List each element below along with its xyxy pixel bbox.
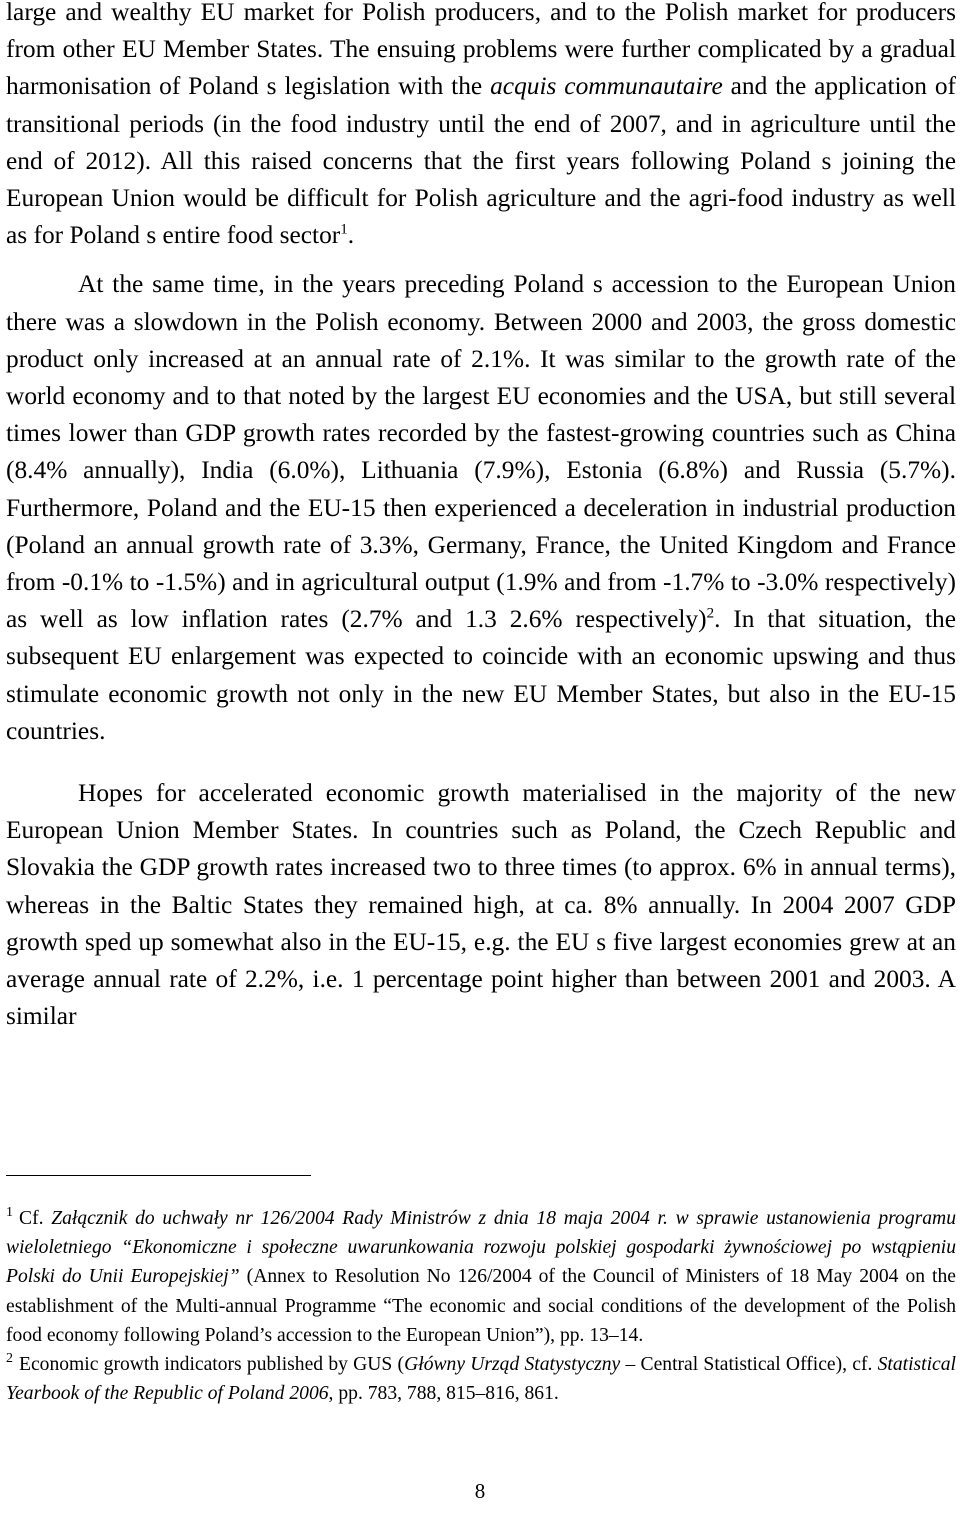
- footnote-2: [6, 1350, 956, 1408]
- footnote-1-text-b: (Annex to Resolution No 126/2004 of the Council of Ministers of 18 May 2004 on the establishment of the Multi-annual Programme “The economic and social conditions of the development of the Polish food economy following Poland’s accession to the European Union”), pp. 13–14.: [6, 1266, 956, 1346]
- paragraph-1-text-b: and the application of transitional periods (in the food industry until the end of 2007, and in agriculture until the end of 2012). All this raised concerns that the first years following Poland s joining the European Union would be difficult for Polish agriculture and the agri-food industry as well as for Poland s entire food sector: [6, 72, 957, 250]
- footnote-2-text-a: Economic growth indicators published by GUS (: [19, 1354, 405, 1376]
- paragraph-1-text-c: .: [347, 221, 355, 250]
- footnote-1-text-a: Cf.: [19, 1208, 52, 1229]
- paragraph-1-italic-term: acquis communautaire: [490, 72, 723, 101]
- footnote-separator: [6, 1175, 311, 1176]
- paragraph-1: [6, 0, 956, 254]
- paragraph-1-text-a: large and wealthy EU market for Polish producers, and to the Polish market for producers from other EU Member States. The ensuing problems were further complicated by a gradual harmonisation of Poland s legislation with the: [6, 0, 956, 101]
- footnote-2-italic-yearbook: Statistical Yearbook of the Republic of Poland 2006: [6, 1354, 956, 1405]
- footnote-1-italic-title: Załącznik do uchwały nr 126/2004 Rady Ministrów z dnia 18 maja 2004 r. w sprawie ustanowienia programu wieloletniego “Ekonomiczne i społeczne uwarunkowania rozwoju polskiej gospodarki żywnościowej po wstąpieniu Polski do Unii Europejskiej”: [6, 1208, 956, 1288]
- footnote-1: [6, 1204, 956, 1350]
- footnote-reference-1: 1: [340, 221, 348, 238]
- paragraph-3: [6, 775, 956, 1035]
- paragraph-3-text-a: Hopes for accelerated economic growth materialised in the majority of the new European Union Member States. In countries such as Poland, the Czech Republic and Slovakia the GDP growth rates increased two to three times (to approx. 6% in annual terms), whereas in the Baltic States they remained high, at ca. 8% annually. In 2004 2007 GDP growth sped up somewhat also in the EU-15, e.g. the EU s five largest economies grew at an average annual rate of 2.2%, i.e. 1 percentage point higher than between 2001 and 2003. A similar: [6, 779, 956, 1031]
- document-page: [6, 0, 957, 1405]
- footnotes-section: [6, 1204, 956, 1408]
- footnote-2-italic-institution: Główny Urząd Statystyczny: [404, 1354, 621, 1376]
- paragraph-2-text-a: At the same time, in the years preceding Poland s accession to the European Union there was a slowdown in the Polish economy. Between 2000 and 2003, the gross domestic product only increased at an annual rate of 2.1%. It was similar to the growth rate of the world economy and to that noted by the largest EU economies and the USA, but still several times lower than GDP growth rates recorded by the fastest-growing countries such as China (8.4% annually), India (6.0%), Lithuania (7.9%), Estonia (6.8%) and Russia (5.7%). Furthermore, Poland and the EU-15 then experienced a deceleration in industrial production (Poland an annual growth rate of 3.3%, Germany, France, the United Kingdom and France from -0.1% to -1.5%) and in agricultural output (1.9% and from -1.7% to -3.0% respectively) as well as low inflation rates (2.7% and 1.3 2.6% respectively): [6, 270, 956, 634]
- paragraph-2-text-b: . In that situation, the subsequent EU enlargement was expected to coincide with an economic upswing and thus stimulate economic growth not only in the new EU Member States, but also in the EU-15 countries.: [6, 605, 956, 745]
- page-number: 8: [474, 1479, 486, 1503]
- paragraph-2: [6, 266, 956, 750]
- footnote-reference-2: 2: [706, 605, 715, 622]
- footnote-1-mark: 1: [6, 1205, 13, 1221]
- footnote-2-mark: 2: [6, 1351, 13, 1367]
- footnote-2-text-c: , pp. 783, 788, 815–816, 861.: [328, 1383, 559, 1405]
- footnote-2-text-b: – Central Statistical Office), cf.: [620, 1354, 878, 1376]
